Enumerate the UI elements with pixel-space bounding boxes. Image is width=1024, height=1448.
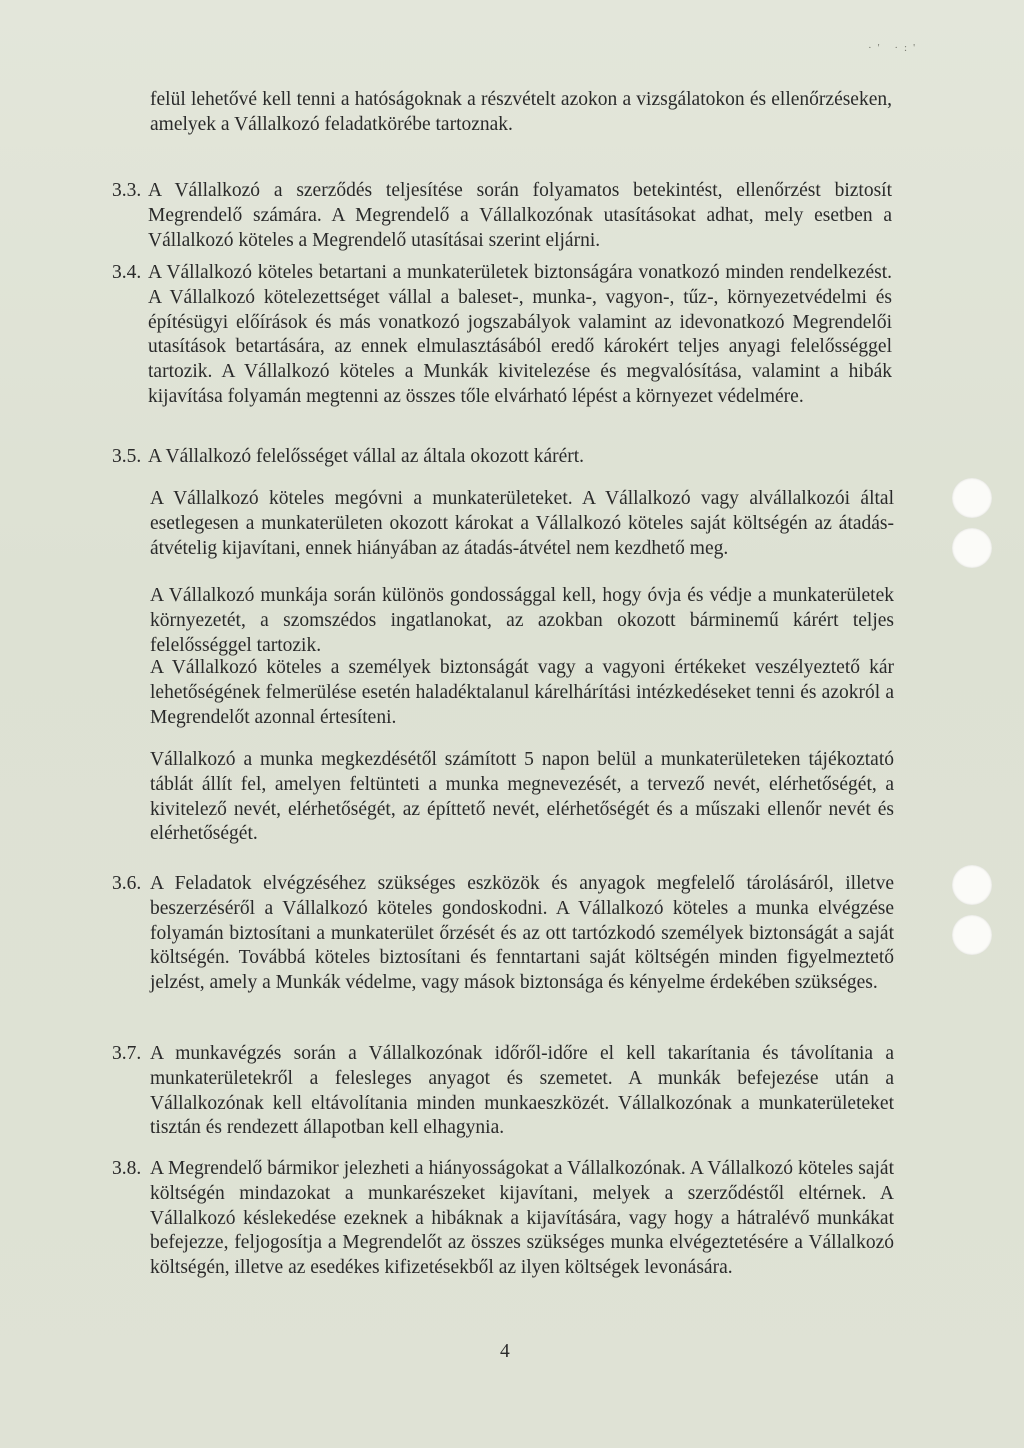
section-number: 3.4. <box>112 262 142 283</box>
paragraph-text: A Vállalkozó köteles megóvni a munkaterületeket. A Vállalkozó vagy alvállalkozói által esetlegesen a munkaterületen okozott károkat a Vállalkozó köteles saját költségén az átadás-átvételig kijavítani, ennek hiányában az átadás-átvétel nem kezdhető meg. <box>150 488 894 559</box>
paragraph-text: A Vállalkozó köteles a személyek biztonságát vagy a vagyoni értékeket veszélyeztető kár lehetőségének felmerülése esetén haladéktalanul kárelhárítási intézkedéseket tenni és azokról a Megrendelőt azonnal értesíteni. <box>150 657 894 728</box>
intro-paragraph <box>150 88 892 138</box>
punch-hole <box>952 478 992 518</box>
section-3-5-paragraph <box>150 584 894 658</box>
section-3-4 <box>148 261 892 410</box>
section-number: 3.8. <box>112 1158 142 1179</box>
scan-specks: ·' ·:' <box>868 42 922 54</box>
section-number: 3.6. <box>112 873 142 894</box>
section-3-7 <box>150 1042 894 1141</box>
paragraph-text: A munkavégzés során a Vállalkozónak időről-időre el kell takarítania és távolítania a munkaterületekről a felesleges anyagot és szemetet. A munkák befejezése után a Vállalkozónak kell eltávolítania minden munkaeszközét. Vállalkozónak a munkaterületeket tisztán és rendezett állapotban kell elhagynia. <box>150 1043 894 1139</box>
punch-hole <box>952 528 992 568</box>
paragraph-text: A Vállalkozó munkája során különös gondossággal kell, hogy óvja és védje a munkaterületek környezetét, a szomszédos ingatlanokat, az azokban okozott bárminemű kárért teljes felelősséggel tartozik. <box>150 585 894 656</box>
paragraph-text: A Vállalkozó a szerződés teljesítése során folyamatos betekintést, ellenőrzést biztosít Megrendelő számára. A Megrendelő a Vállalkozónak utasításokat adhat, mely esetben a Vállalkozó köteles a Megrendelő utasításai szerint eljárni. <box>148 180 892 251</box>
punch-hole <box>952 865 992 905</box>
section-3-5-paragraph <box>150 748 894 847</box>
section-number: 3.3. <box>112 180 142 201</box>
section-3-5-paragraph <box>150 656 894 730</box>
paragraph-text: A Megrendelő bármikor jelezheti a hiányosságokat a Vállalkozónak. A Vállalkozó köteles saját költségén mindazokat a munkarészeket kijavítani, melyek a szerződéstől eltérnek. A Vállalkozó késlekedése ezeknek a hibáknak a kijavítására, vagy hogy a hátralévő munkákat befejezze, feljogosítja a Megrendelőt az összes szükséges munka elvégeztetésére a Vállalkozó költségén, illetve az esedékes kifizetésekből az ilyen költségek levonására. <box>150 1158 894 1279</box>
section-3-5-paragraph <box>150 487 894 561</box>
paragraph-text: felül lehetővé kell tenni a hatóságoknak a részvételt azokon a vizsgálatokon és ellenőrzéseken, amelyek a Vállalkozó feladatkörébe tartoznak. <box>150 89 892 135</box>
paragraph-text: A Vállalkozó felelősséget vállal az általa okozott kárért. <box>148 446 585 467</box>
paragraph-text: A Vállalkozó köteles betartani a munkaterületek biztonságára vonatkozó minden rendelkezést. A Vállalkozó kötelezettséget vállal a baleset-, munka-, vagyon-, tűz-, környezetvédelmi és építésügyi előírások és más vonatkozó jogszabályok valamint az idevonatkozó Megrendelői utasítások betartására, az ennek elmulasztásából eredő károkért teljes anyagi felelősséggel tartozik. A Vállalkozó köteles a Munkák kivitelezése és megvalósítása, valamint a hibák kijavítása folyamán megtenni az összes tőle elvárható lépést a környezet védelmére. <box>148 262 892 407</box>
section-3-5-lead <box>148 445 892 470</box>
paragraph-text: A Feladatok elvégzéséhez szükséges eszközök és anyagok megfelelő tárolásáról, illetve beszerzéséről a Vállalkozó köteles gondoskodni. A Vállalkozó köteles a munka elvégzése folyamán biztosítani a munkaterület őrzését és az ott tartózkodó személyek biztonságát a saját költségén. Továbbá köteles biztosítani és fenntartani saját költségén minden figyelmeztető jelzést, amely a Munkák védelme, vagy mások biztonsága és kényelme érdekében szükséges. <box>150 873 894 994</box>
section-3-6 <box>150 872 894 996</box>
section-3-8 <box>150 1157 894 1281</box>
section-number: 3.5. <box>112 446 142 467</box>
section-number: 3.7. <box>112 1043 142 1064</box>
page-number: 4 <box>500 1341 510 1362</box>
punch-hole <box>952 915 992 955</box>
paragraph-text: Vállalkozó a munka megkezdésétől számított 5 napon belül a munkaterületeken tájékoztató táblát állít fel, amelyen feltünteti a munka megnevezését, a tervező nevét, elérhetőségét, a kivitelező nevét, elérhetőségét, az építtető nevét, elérhetőségét és a műszaki ellenőr nevét és elérhetőségét. <box>150 749 894 845</box>
section-3-3 <box>148 179 892 253</box>
